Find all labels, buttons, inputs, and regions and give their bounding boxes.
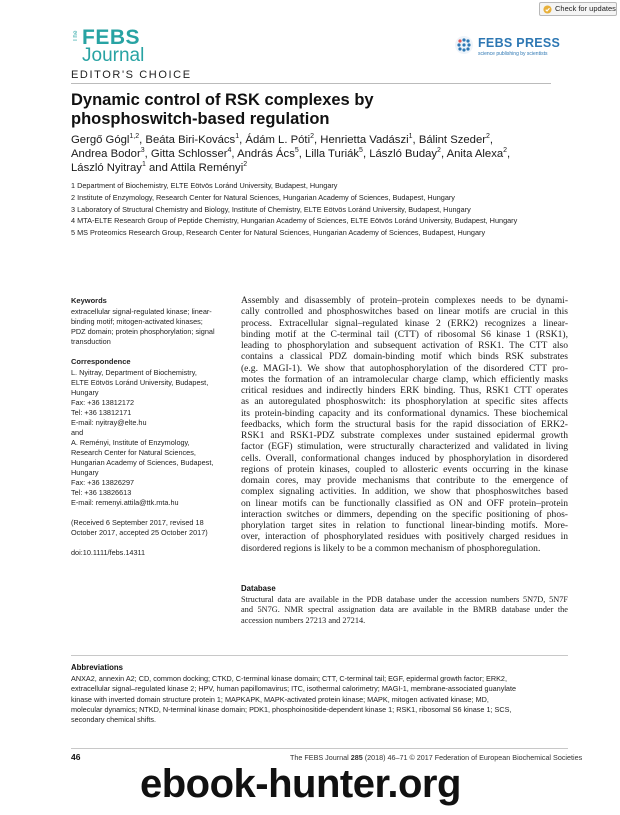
correspondence-heading: Correspondence <box>71 357 131 366</box>
footer-divider <box>71 748 568 749</box>
logo-febs: FEBS <box>82 26 141 49</box>
database-text <box>241 595 568 626</box>
correspondence-line: Research Center for Natural Sciences, <box>71 448 196 457</box>
author-affiliation-ref: 1 <box>408 133 413 141</box>
affiliation: 4 MTA-ELTE Research Group of Peptide Chemistry, Hungarian Academy of Sciences, ELTE Eötvös Loránd University, Budapest, Hungary <box>71 216 518 226</box>
keywords-line: binding motif; mitogen-activated kinases; <box>71 317 203 326</box>
affiliation: 5 MS Proteomics Research Group, Research Center for Natural Sciences, Hungarian Academy of Sciences, Budapest, Hungary <box>71 228 486 238</box>
abstract-line: contains a classical PDZ domain-binding motif which binds RSK substrates <box>241 351 568 363</box>
author-affiliation-ref: 5 <box>294 147 299 155</box>
abstract-line: leading to phosphorylation and subsequent activation of RSK1. The CTT also <box>241 340 568 351</box>
affiliation: 3 Laboratory of Structural Chemistry and Biology, Institute of Chemistry, ELTE Eötvös Loránd University, Budapest, Hungary <box>71 204 471 214</box>
keywords-line: extracellular signal-regulated kinase; linear- <box>71 307 212 316</box>
footer-citation <box>290 753 582 762</box>
section-label: EDITOR'S CHOICE <box>71 69 192 81</box>
author-affiliation-ref: 2 <box>243 161 248 169</box>
keywords-block <box>71 296 231 347</box>
correspondence-line: Tel: +36 13812171 <box>71 408 132 417</box>
database-line: Structural data are available in the PDB database under the accession numbers 5N7D, 5N7F <box>241 595 568 604</box>
abstract-line: regions of protein kinases, coupled to allosteric events occurring in the kinase <box>241 463 568 475</box>
logo-journal: Journal <box>82 45 145 66</box>
correspondence-line: Tel: +36 13826613 <box>71 488 132 497</box>
abstract-line: factor (EGF) stimulation, were structurally characterized and validated in living <box>241 441 568 453</box>
correspondence-line: and <box>71 428 84 437</box>
correspondence-line: Fax: +36 13812172 <box>71 398 135 407</box>
database-line: and 5N7G. NMR spectral assignation data are available in the BMRB database under the <box>241 605 568 615</box>
correspondence-block <box>71 357 231 508</box>
abstract-line: disordered regions is likely to be a common mechanism of phosphoregulation. <box>241 542 541 554</box>
author-affiliation-ref: 2 <box>503 147 508 155</box>
correspondence-line: ELTE Eötvös Loránd University, Budapest, <box>71 378 209 387</box>
logo-the: The <box>73 30 79 42</box>
author-affiliation-ref: 1 <box>141 161 146 169</box>
abbreviations-heading: Abbreviations <box>71 663 123 672</box>
affiliation: 2 Institute of Enzymology, Research Center for Natural Sciences, Hungarian Academy of Sciences, Budapest, Hungary <box>71 192 455 202</box>
abbreviations-line: molecular dynamics; NTKD, N-terminal kinase domain; PDK1, phosphoinositide-dependent kinase 1; RSK1, ribosomal S6 kinase 1; SCS, <box>71 704 512 714</box>
abstract-line: cells. Overall, conformational changes induced by phosphorylation in disordered <box>241 452 568 464</box>
abstract-line: critical residues and indirectly hinders ERK binding. Thus, RSK1 CTT operates <box>241 385 568 396</box>
abbreviations-text <box>71 674 568 725</box>
article-sidebar <box>71 296 231 568</box>
abstract-line: its protein-binding capacity and its conformational dynamics. These biochemical <box>241 407 568 419</box>
author-affiliation-ref: 2 <box>310 133 314 141</box>
author-name: Henrietta Vadászi <box>320 134 409 146</box>
abbreviations-line: kinase with inverted domain structure protein 1; MAPKAPK, MAPK-activated protein kinase; MAPK, mitogen activated kinase; MD, <box>71 694 489 704</box>
author-name: Bálint Szeder <box>418 134 487 146</box>
author-name: László Buday <box>369 148 438 161</box>
author-name: László Nyitray <box>71 162 142 175</box>
abstract <box>241 295 568 554</box>
received-line: (Received 6 September 2017, revised 18 <box>71 518 204 527</box>
correspondence-line: Hungary <box>71 388 99 397</box>
citation-volume: 285 <box>350 753 363 762</box>
abstract-line: on linear motifs can be functionally classified as ON and OFF protein–protein <box>241 497 568 509</box>
author-affiliation-ref: 2 <box>486 133 490 141</box>
author-affiliation-ref: 4 <box>227 147 232 155</box>
abstract-line: motes the formation of an intramolecular charge clamp, which efficiently masks <box>241 373 568 385</box>
author-name: András Ács <box>237 148 295 161</box>
correspondence-line: A. Reményi, Institute of Enzymology, <box>71 438 190 447</box>
author-name: Gitta Schlosser <box>150 148 228 161</box>
abstract-line: feedbacks, which form the structural basis for the rapid dissociation of ERK2- <box>241 418 568 430</box>
author-affiliation-ref: 1 <box>235 133 240 141</box>
author-name: Beáta Biri-Kovács <box>145 134 236 146</box>
header-divider <box>71 83 551 84</box>
author-name: Ádám L. Póti <box>245 134 311 146</box>
doi-block <box>71 548 231 558</box>
correspondence-line: Hungary <box>71 468 99 477</box>
affiliation-list <box>71 180 571 239</box>
correspondence-email-link[interactable]: E-mail: remenyi.attila@ttk.mta.hu <box>71 498 179 507</box>
received-line: October 2017, accepted 25 October 2017) <box>71 528 208 537</box>
correspondence-line: Hungarian Academy of Sciences, Budapest, <box>71 458 214 467</box>
author-affiliation-ref: 2 <box>437 147 441 155</box>
citation-details: (2018) 46–71 © 2017 Federation of European Biochemical Societies <box>362 753 583 762</box>
febs-press-logo <box>452 32 562 62</box>
author-name: Gergő Gógl <box>71 134 130 146</box>
author-name: Andrea Bodor <box>71 148 141 161</box>
abbreviations-line: secondary chemical shifts. <box>71 715 157 725</box>
abstract-line: interaction switches or dimmers, depending on the specific positioning of phos- <box>241 508 568 520</box>
title-line: phosphoswitch-based regulation <box>71 110 330 128</box>
abstract-line: RSK1 and RSK1-PDZ substrate complexes under sustained epidermal growth <box>241 430 568 441</box>
database-heading: Database <box>241 584 276 593</box>
abstract-line: cally controlled and phosphoswitches based on linear motifs are crucial in this <box>241 306 568 318</box>
database-line: accession numbers 27213 and 27214. <box>241 615 366 625</box>
author-list: Gergő Gógl$^{1,2}$, Beáta Biri-Kovács$^1$, Ádám L. Póti$^2$, Henrietta Vadászi$^1$, Bálint Szeder$^2$, Andrea Bodor$^3$, Gitta Schlosser$^4$, András Ács$^5$, Lilla Turiák$^5$, László Buday$^2$, Anita Alexa$^2$, László Nyitray$^1$ and Attila Reményi$^2$ <box>71 133 511 175</box>
abstract-line: as an autoregulated phosphoswitch: its phosphorylation at specific sites affects <box>241 396 568 408</box>
abstract-line: process. Extracellular signal–regulated kinase 2 (ERK2) recognizes a linear- <box>241 317 568 329</box>
author-name: Attila Reményi <box>170 162 244 175</box>
watermark: ebook-hunter.org <box>140 762 461 806</box>
affiliation: 1 Department of Biochemistry, ELTE Eötvös Loránd University, Budapest, Hungary <box>71 181 338 190</box>
correspondence-line: L. Nyitray, Department of Biochemistry, <box>71 368 197 377</box>
febs-journal-logo <box>73 24 153 66</box>
keywords-line: PDZ domain; protein phosphorylation; signal <box>71 327 215 336</box>
abstract-line: over, interaction of phosphorylated residues with positively charged residues in <box>241 531 568 543</box>
page-number: 46 <box>71 752 81 762</box>
abstract-line: complex signaling activities. In addition, we show that phosphoswitches based <box>241 486 568 498</box>
abstract-line: binding motif at the C-terminal tail (CTT) of ribosomal S6 kinase 1 (RSK1), <box>241 328 568 340</box>
abbreviations-line: extracellular signal–regulated kinase 2; HPV, human papillomavirus; ITC, isothermal calorimetry; MAGI-1, membrane-associated guanylate <box>71 684 517 694</box>
correspondence-line: Fax: +36 13826297 <box>71 478 135 487</box>
received-block <box>71 518 231 538</box>
abstract-line: phorylation target sites in relation to functional linear-binding motifs. More- <box>241 520 568 531</box>
update-badge-icon <box>543 5 552 14</box>
article-title <box>71 91 491 129</box>
correspondence-email-link[interactable]: E-mail: nyitray@elte.hu <box>71 418 147 427</box>
publisher-name: FEBS PRESS <box>478 36 561 50</box>
publisher-tagline: science publishing by scientists <box>478 51 548 57</box>
keywords-heading: Keywords <box>71 296 107 305</box>
abstract-line: Assembly and disassembly of protein–protein complexes needs to be dynami- <box>241 295 568 306</box>
author-affiliation-ref: 5 <box>359 147 363 155</box>
author-affiliation-ref: 1,2 <box>129 133 140 141</box>
abbreviations-divider <box>71 655 568 656</box>
author-affiliation-ref: 3 <box>140 147 145 155</box>
febs-press-mark-icon <box>454 35 474 55</box>
keywords-line: transduction <box>71 337 111 346</box>
doi-link[interactable]: doi:10.1111/febs.14311 <box>71 548 146 557</box>
abstract-line: domain cores, may provide mechanisms that contribute to the emergence of <box>241 475 568 486</box>
check-for-updates-label: Check for updates <box>555 4 616 13</box>
abbreviations-line: ANXA2, annexin A2; CD, common docking; CTKD, C-terminal kinase domain; CTT, C-terminal tail; EGF, epidermal growth factor; ERK2, <box>71 674 507 683</box>
abstract-line: (e.g. MAGI-1). We show that autophosphorylation of the disordered CTT pro- <box>241 362 568 374</box>
citation-journal: The FEBS Journal <box>290 753 351 762</box>
author-name: Lilla Turiák <box>305 148 360 161</box>
check-for-updates-button[interactable] <box>539 2 617 16</box>
title-line: Dynamic control of RSK complexes by <box>71 91 374 109</box>
author-name: Anita Alexa <box>446 148 504 161</box>
